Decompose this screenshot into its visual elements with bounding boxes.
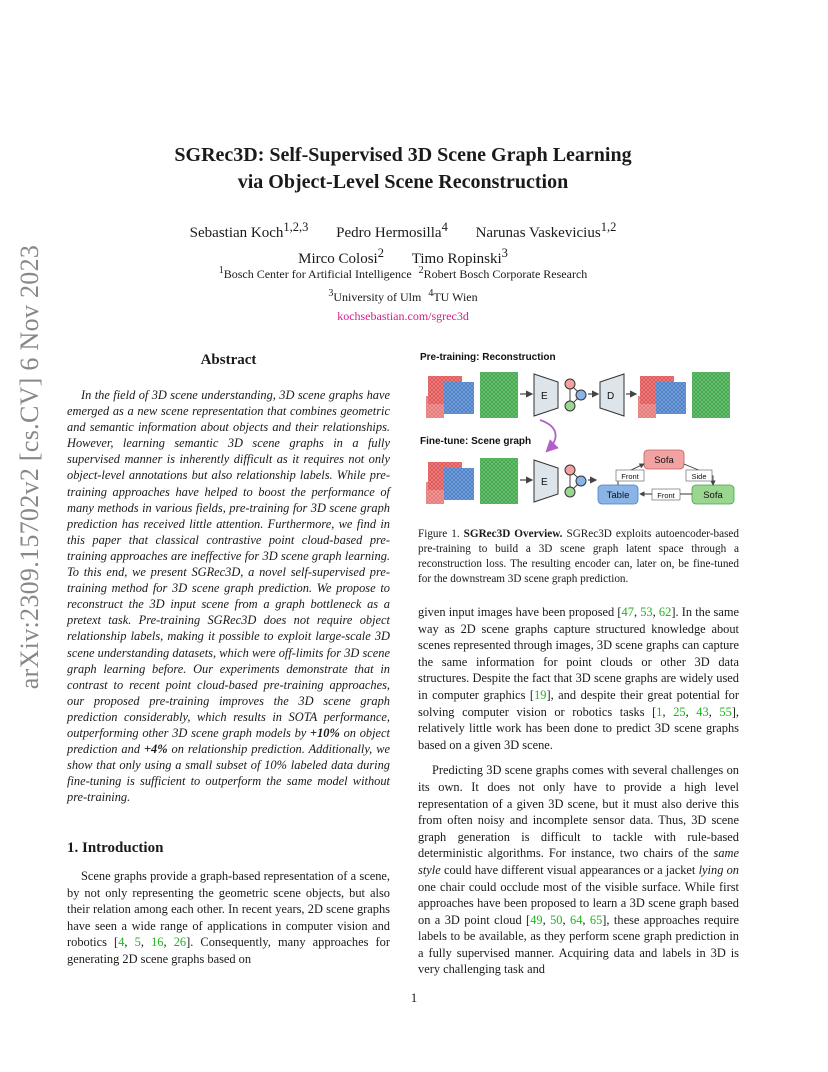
input-point-cloud-thumbnail xyxy=(426,372,518,418)
latent-graph-icon-finetune xyxy=(565,465,586,497)
pretraining-label: Pre-training: Reconstruction xyxy=(420,352,556,363)
citation-link[interactable]: 64 xyxy=(570,912,583,927)
encoder-label-finetune: E xyxy=(541,477,548,488)
author: Sebastian Koch$^{1,2,3}$ xyxy=(189,220,309,241)
author: Narunas Vaskevicius$^{1,2}$ xyxy=(475,220,617,241)
affiliations xyxy=(80,261,726,326)
citation-link[interactable]: 5 xyxy=(134,935,141,950)
abstract-body xyxy=(67,387,390,805)
citation-link[interactable]: 26 xyxy=(173,935,187,950)
citation-link[interactable]: 62 xyxy=(658,605,672,619)
abstract-heading: Abstract xyxy=(200,352,257,368)
body-paragraph: Predicting 3D scene graphs comes with several challenges on its own. It does not only have to provide a high level representation of a given 3D scene, but it must also derive this from often noisy and incomplete sensor data. Thus, 3D scene graph generation is difficult to tackle with rule-based deterministic algorithms. For instance, two chairs of the same style could have different visual appearances or a jacket lying on one chair could occlude most of the visible surface. While first approaches have been proposed to learn a 3D scene graph based on a 3D point cloud [49, 50, 64, 65], these approaches require labels to be available, as they perform scene graph prediction in a fully supervised manner. Acquiring data and labels in 3D is very challenging task and xyxy=(418,763,740,977)
continued-paragraph: given input images have been proposed [47, 53, 62]. In the same way as 2D scene graphs capture structured knowledge about scenes represented through images, 3D scene graphs can capture the same information for point clouds or other 3D data structures. Despite the fact that 3D scene graphs are widely used in computer graphics [19], and despite their great potential for solving computer vision or robotics tasks [1, 25, 43, 55], relatively little work has been done to predict 3D scene graphs based on a given 3D scene. xyxy=(418,605,740,752)
author: Pedro Hermosilla$^4$ xyxy=(336,220,448,241)
citation-link[interactable]: 53 xyxy=(640,605,653,619)
affiliation: $^1$Bosch Center for Artificial Intelligence xyxy=(218,265,412,281)
page-number: 1 xyxy=(410,990,418,1005)
citation-link[interactable]: 19 xyxy=(534,687,547,702)
edge-front-bottom-label: Front xyxy=(657,491,675,500)
citation-link[interactable]: 49 xyxy=(530,912,543,927)
finetune-point-cloud-thumbnail xyxy=(426,458,518,504)
weight-transfer-arrow xyxy=(540,420,556,450)
abstract-paragraph: In the field of 3D scene understanding, 3D scene graphs have emerged as a new scene representation that combines geometric and semantic information about objects and their relationships. However, learning semantic 3D scene graphs in a fully supervised manner is inherently difficult as it requires not only object-level annotations but also relationship labels. While pre-training approaches have helped to boost the performance of many methods in various fields, pre-training for 3D scene graph prediction has received little attention. Furthermore, we find in this paper that classical contrastive point cloud-based pre-training approaches are ineffective for 3D scene graph learning. To this end, we present SGRec3D, a novel self-supervised pre-training method for 3D scene graph prediction. We propose to reconstruct the 3D input scene from a graph bottleneck as a pretext task. Pre-training SGRec3D does not require object relationship labels, making it possible to exploit large-scale 3D scene understanding datasets, which were off-limits for 3D scene graph learning before. Our experiments demonstrate that in contrast to recent point cloud-based pre-training approaches, our proposed pre-training improves the 3D scene graph prediction considerably, which results in SOTA performance, outperforming other 3D scene graph models by +10% on object prediction and +4% on relationship prediction. Additionally, we show that only using a small subset of 10% labeled data during fine-tuning is sufficient to outperform the same model without pre-training. xyxy=(67,388,390,805)
project-website-link[interactable]: kochsebastian.com/sgrec3d xyxy=(337,309,469,323)
author: Mirco Colosi$^2$ xyxy=(298,246,384,267)
citation-link[interactable]: 47 xyxy=(621,605,634,619)
edge-front-top-label: Front xyxy=(621,472,639,481)
citation-link[interactable]: 50 xyxy=(550,912,563,927)
latent-graph-icon xyxy=(565,379,586,411)
decoder-label: D xyxy=(607,391,615,402)
node-sofa-top-label: Sofa xyxy=(654,455,674,466)
citation-link[interactable]: 25 xyxy=(673,704,686,719)
predicted-scene-graph xyxy=(598,450,734,504)
right-column-body xyxy=(418,604,739,978)
citation-link[interactable]: 1 xyxy=(656,704,663,719)
introduction-body xyxy=(67,868,390,968)
affiliation: $^2$Robert Bosch Corporate Research xyxy=(418,265,588,281)
citation-link[interactable]: 55 xyxy=(719,704,732,719)
node-sofa-right-label: Sofa xyxy=(703,490,723,501)
citation-link[interactable]: 4 xyxy=(118,935,125,950)
finetune-label: Fine-tune: Scene graph xyxy=(420,436,532,447)
arxiv-identifier: arXiv:2309.15702v2 [cs.CV] 6 Nov 2023 xyxy=(15,244,44,690)
reconstructed-point-cloud-thumbnail xyxy=(638,372,730,418)
encoder-label: E xyxy=(541,391,548,402)
citation-link[interactable]: 43 xyxy=(696,704,709,719)
affiliation: $^3$University of Ulm xyxy=(328,288,422,304)
author: Timo Ropinski$^3$ xyxy=(411,246,508,267)
overview-figure xyxy=(418,346,740,518)
section-heading-introduction: 1. Introduction xyxy=(67,840,164,856)
figure-caption: Figure 1. SGRec3D Overview. SGRec3D exploits autoencoder-based pre-training to build a 3D scene graph latent space through a reconstruction loss. The resulting encoder can, later on, be fine-tuned for the downstream 3D scene graph prediction. xyxy=(418,528,739,585)
citation-link[interactable]: 65 xyxy=(589,912,603,927)
affiliation: $^4$TU Wien xyxy=(428,288,478,304)
edge-side-label: Side xyxy=(691,472,707,481)
paper-title: SGRec3D: Self-Supervised 3D Scene Graph Learning via Object-Level Scene Reconstruction xyxy=(174,144,632,193)
intro-paragraph: Scene graphs provide a graph-based representation of a scene, by not only representing the geometric scene objects, but also their relation among each other. In recent years, 2D scene graphs have seen a wide range of applications in computer vision and robotics [4, 5, 16, 26]. Consequently, many approaches for generating 2D scene graphs based on xyxy=(67,869,390,966)
node-table-label: Table xyxy=(606,490,630,501)
citation-link[interactable]: 16 xyxy=(151,935,164,950)
